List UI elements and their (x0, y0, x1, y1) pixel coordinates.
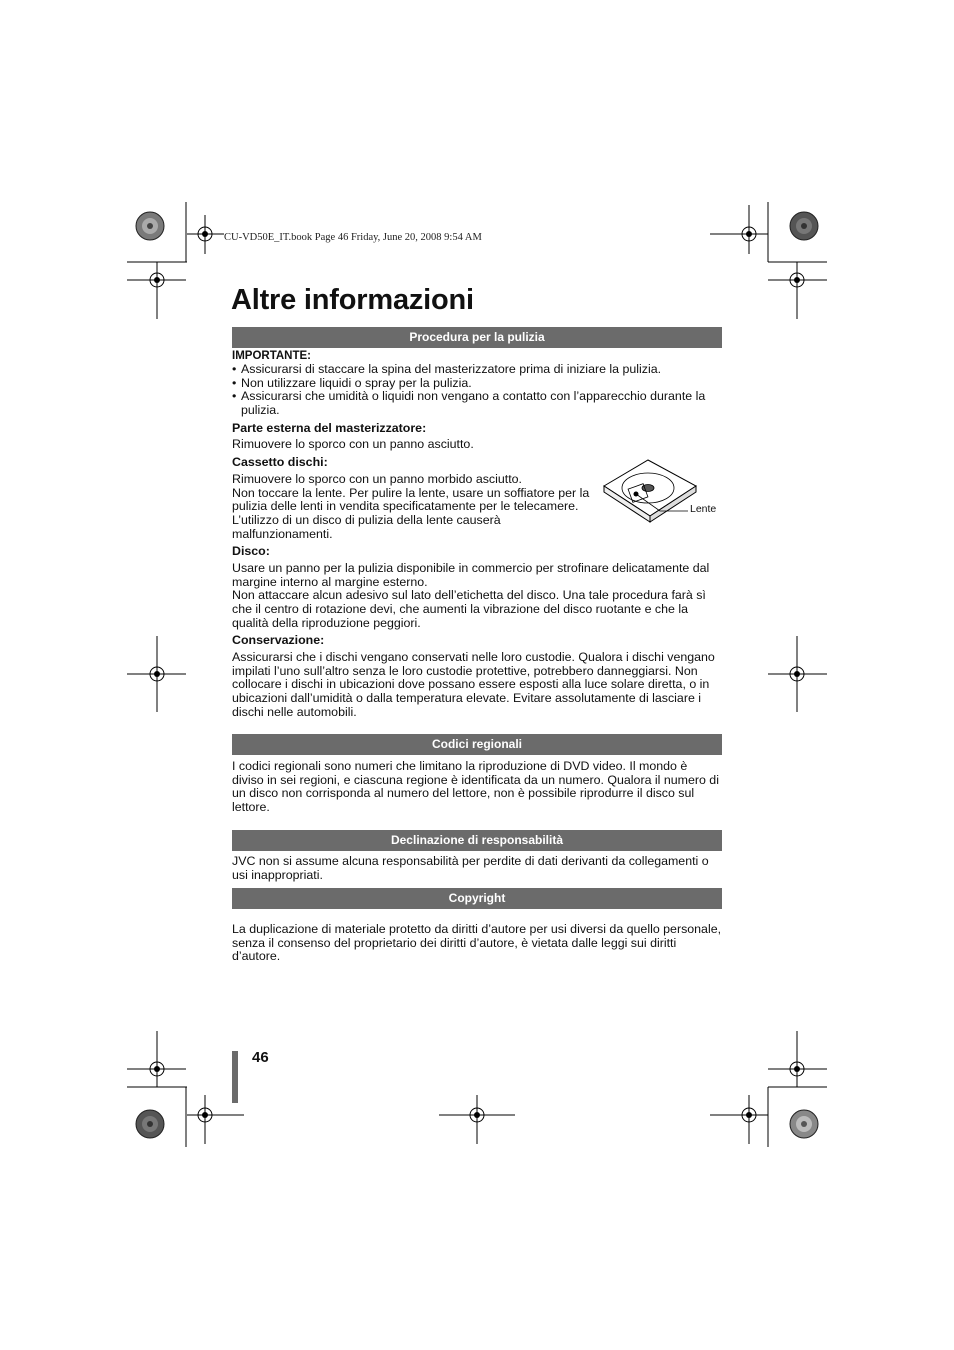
section-heading-disclaimer: Declinazione di responsabilità (232, 830, 722, 851)
color-wheel-icon (136, 212, 164, 240)
section-heading-cleaning: Procedura per la pulizia (232, 327, 722, 348)
region-text: I codici regionali sono numeri che limitano la riproduzione di DVD video. Il mondo è diviso in sei regioni, e ciascuna regione è identificata da un numero. Qualora il numero di un disco non corrisponda al numero del lettore, non è possibile riprodurre il disco sul lettore. (232, 759, 719, 815)
registration-target-icon (768, 262, 827, 319)
page-title: Altre informazioni (231, 284, 474, 316)
registration-target-icon (710, 1095, 768, 1144)
exterior-label: Parte esterna del masterizzatore: (232, 421, 427, 435)
important-label: IMPORTANTE: (232, 350, 312, 362)
tray-text: Rimuovere lo sporco con un panno morbido asciutto. Non toccare la lente. Per pulire la lente, usare un soffiatore per la pulizia delle lenti in vendita specificatamente per le telecamere. L’utilizzo di un disco di pulizia della lente causerà malfunzionamenti. (232, 472, 590, 541)
color-wheel-icon (790, 212, 818, 240)
disc-tray-illustration (600, 456, 725, 528)
registration-target-icon (710, 205, 768, 254)
disc-label: Disco: (232, 544, 270, 558)
color-wheel-icon (790, 1110, 818, 1138)
lens-callout: Lente (690, 503, 717, 515)
page-number: 46 (252, 1049, 269, 1066)
section-heading-region: Codici regionali (232, 734, 722, 755)
list-item: • Assicurarsi che umidità o liquidi non vengano a contatto con l’apparecchio durante la pulizia. (232, 390, 722, 417)
list-item: • Assicurarsi di staccare la spina del masterizzatore prima di iniziare la pulizia. (232, 363, 722, 377)
tray-label: Cassetto dischi: (232, 455, 328, 469)
registration-target-icon (127, 1031, 186, 1087)
color-wheel-icon (136, 1110, 164, 1138)
storage-text: Assicurarsi che i dischi vengano conservati nelle loro custodie. Qualora i dischi vengano impilati l’uno sull’altro senza le loro custodie protettive, potrebbero danneggiarsi. Non collocare i dischi in ubicazioni dove possano essere esposti alla luce solare diretta, o in ubicazioni dall’umidità o dalla temperatura elevate. Evitare assolutamente di lasciare i dischi nelle automobili. (232, 650, 715, 719)
important-list (232, 363, 722, 418)
disclaimer-text: JVC non si assume alcuna responsabilità per perdite di dati derivanti da collegamenti o usi inappropriati. (232, 854, 709, 882)
page-number-tab (232, 1051, 238, 1103)
registration-target-icon (768, 636, 827, 712)
print-header-line: CU-VD50E_IT.book Page 46 Friday, June 20, 2008 9:54 AM (224, 232, 482, 243)
storage-label: Conservazione: (232, 633, 325, 647)
registration-target-icon (768, 1031, 827, 1087)
list-item: • Non utilizzare liquidi o spray per la pulizia. (232, 377, 722, 391)
registration-target-icon (187, 215, 224, 254)
registration-target-icon (439, 1095, 515, 1144)
copyright-text: La duplicazione di materiale protetto da diritti d’autore per usi diversi da quello personale, senza il consenso del proprietario dei diritti d’autore, è vietata dalle leggi sui diritti d’autore. (232, 922, 722, 964)
exterior-text: Rimuovere lo sporco con un panno asciutto. (232, 437, 474, 451)
section-heading-copyright: Copyright (232, 888, 722, 909)
disc-text: Usare un panno per la pulizia disponibile in commercio per strofinare delicatamente dal margine interno al margine esterno. Non attaccare alcun adesivo sul lato dell’etichetta del disco. Una tale procedura farà sì che il centro di rotazione devi, che aumenti la vibrazione del disco ruotante e che la qualità della riproduzione peggiori. (232, 561, 710, 630)
registration-target-icon (127, 636, 186, 712)
registration-target-icon (127, 262, 186, 319)
